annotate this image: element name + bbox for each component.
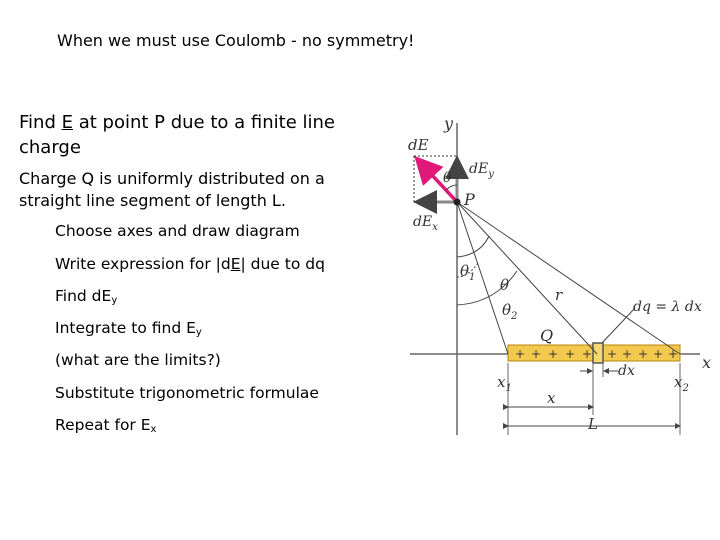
y-axis-label: y [444,114,454,133]
point-p-label: P [464,190,475,209]
slide-title: When we must use Coulomb - no symmetry! [57,31,415,50]
x2-label: $x_2$ [674,373,689,394]
line-p-to-dq [457,202,597,354]
step-find-dey: Find $dE_y$ [55,287,118,306]
theta2-label: $\theta_2$ [502,301,518,322]
step-write-expression: Write expression for |dE| due to dq [55,255,325,273]
plus-sign: + [565,347,576,361]
line-charge-diagram [400,105,718,437]
x1-label: $x_1$ [497,373,512,394]
dEx-label: $dE_x$ [413,214,438,233]
dE-label: dE [408,136,429,154]
L-dimension-label: L [588,415,598,433]
step-repeat: Repeat for $E_x$ [55,416,157,435]
problem-statement: Charge Q is uniformly distributed on a straight line segment of length L. [19,169,325,210]
step-limits: (what are the limits?) [55,351,221,369]
plus-sign: + [622,347,633,361]
Q-label: Q [540,326,554,345]
plus-sign: + [548,347,559,361]
r-label: r [555,286,563,304]
dq-label: dq = λ dx [633,299,702,315]
line-p-to-x2 [457,202,680,354]
plus-sign: + [607,347,618,361]
point-p [454,199,461,206]
plus-sign: + [531,347,542,361]
dq-leader-line [602,308,635,343]
dE-theta-label: θ [443,170,452,186]
step-integrate: Integrate to find $E_y$ [55,319,202,338]
dx-label: dx [618,363,635,379]
x-dimension-label: x [547,389,556,407]
charge-element-dq [593,343,603,363]
step-substitute: Substitute trigonometric formulae [55,384,319,402]
x-axis-label: x [702,353,712,372]
dEy-label: $dE_y$ [469,161,494,180]
step-choose-axes: Choose axes and draw diagram [55,222,300,240]
plus-sign: + [582,347,593,361]
plus-sign: + [638,347,649,361]
plus-sign: + [653,347,664,361]
theta-arc [457,236,489,257]
theta1-label: $\theta_1$ [460,262,476,283]
slide-heading: Find E at point P due to a finite line charge [19,112,335,158]
plus-sign: + [668,347,679,361]
plus-sign: + [515,347,526,361]
theta-label: θ [500,276,510,294]
